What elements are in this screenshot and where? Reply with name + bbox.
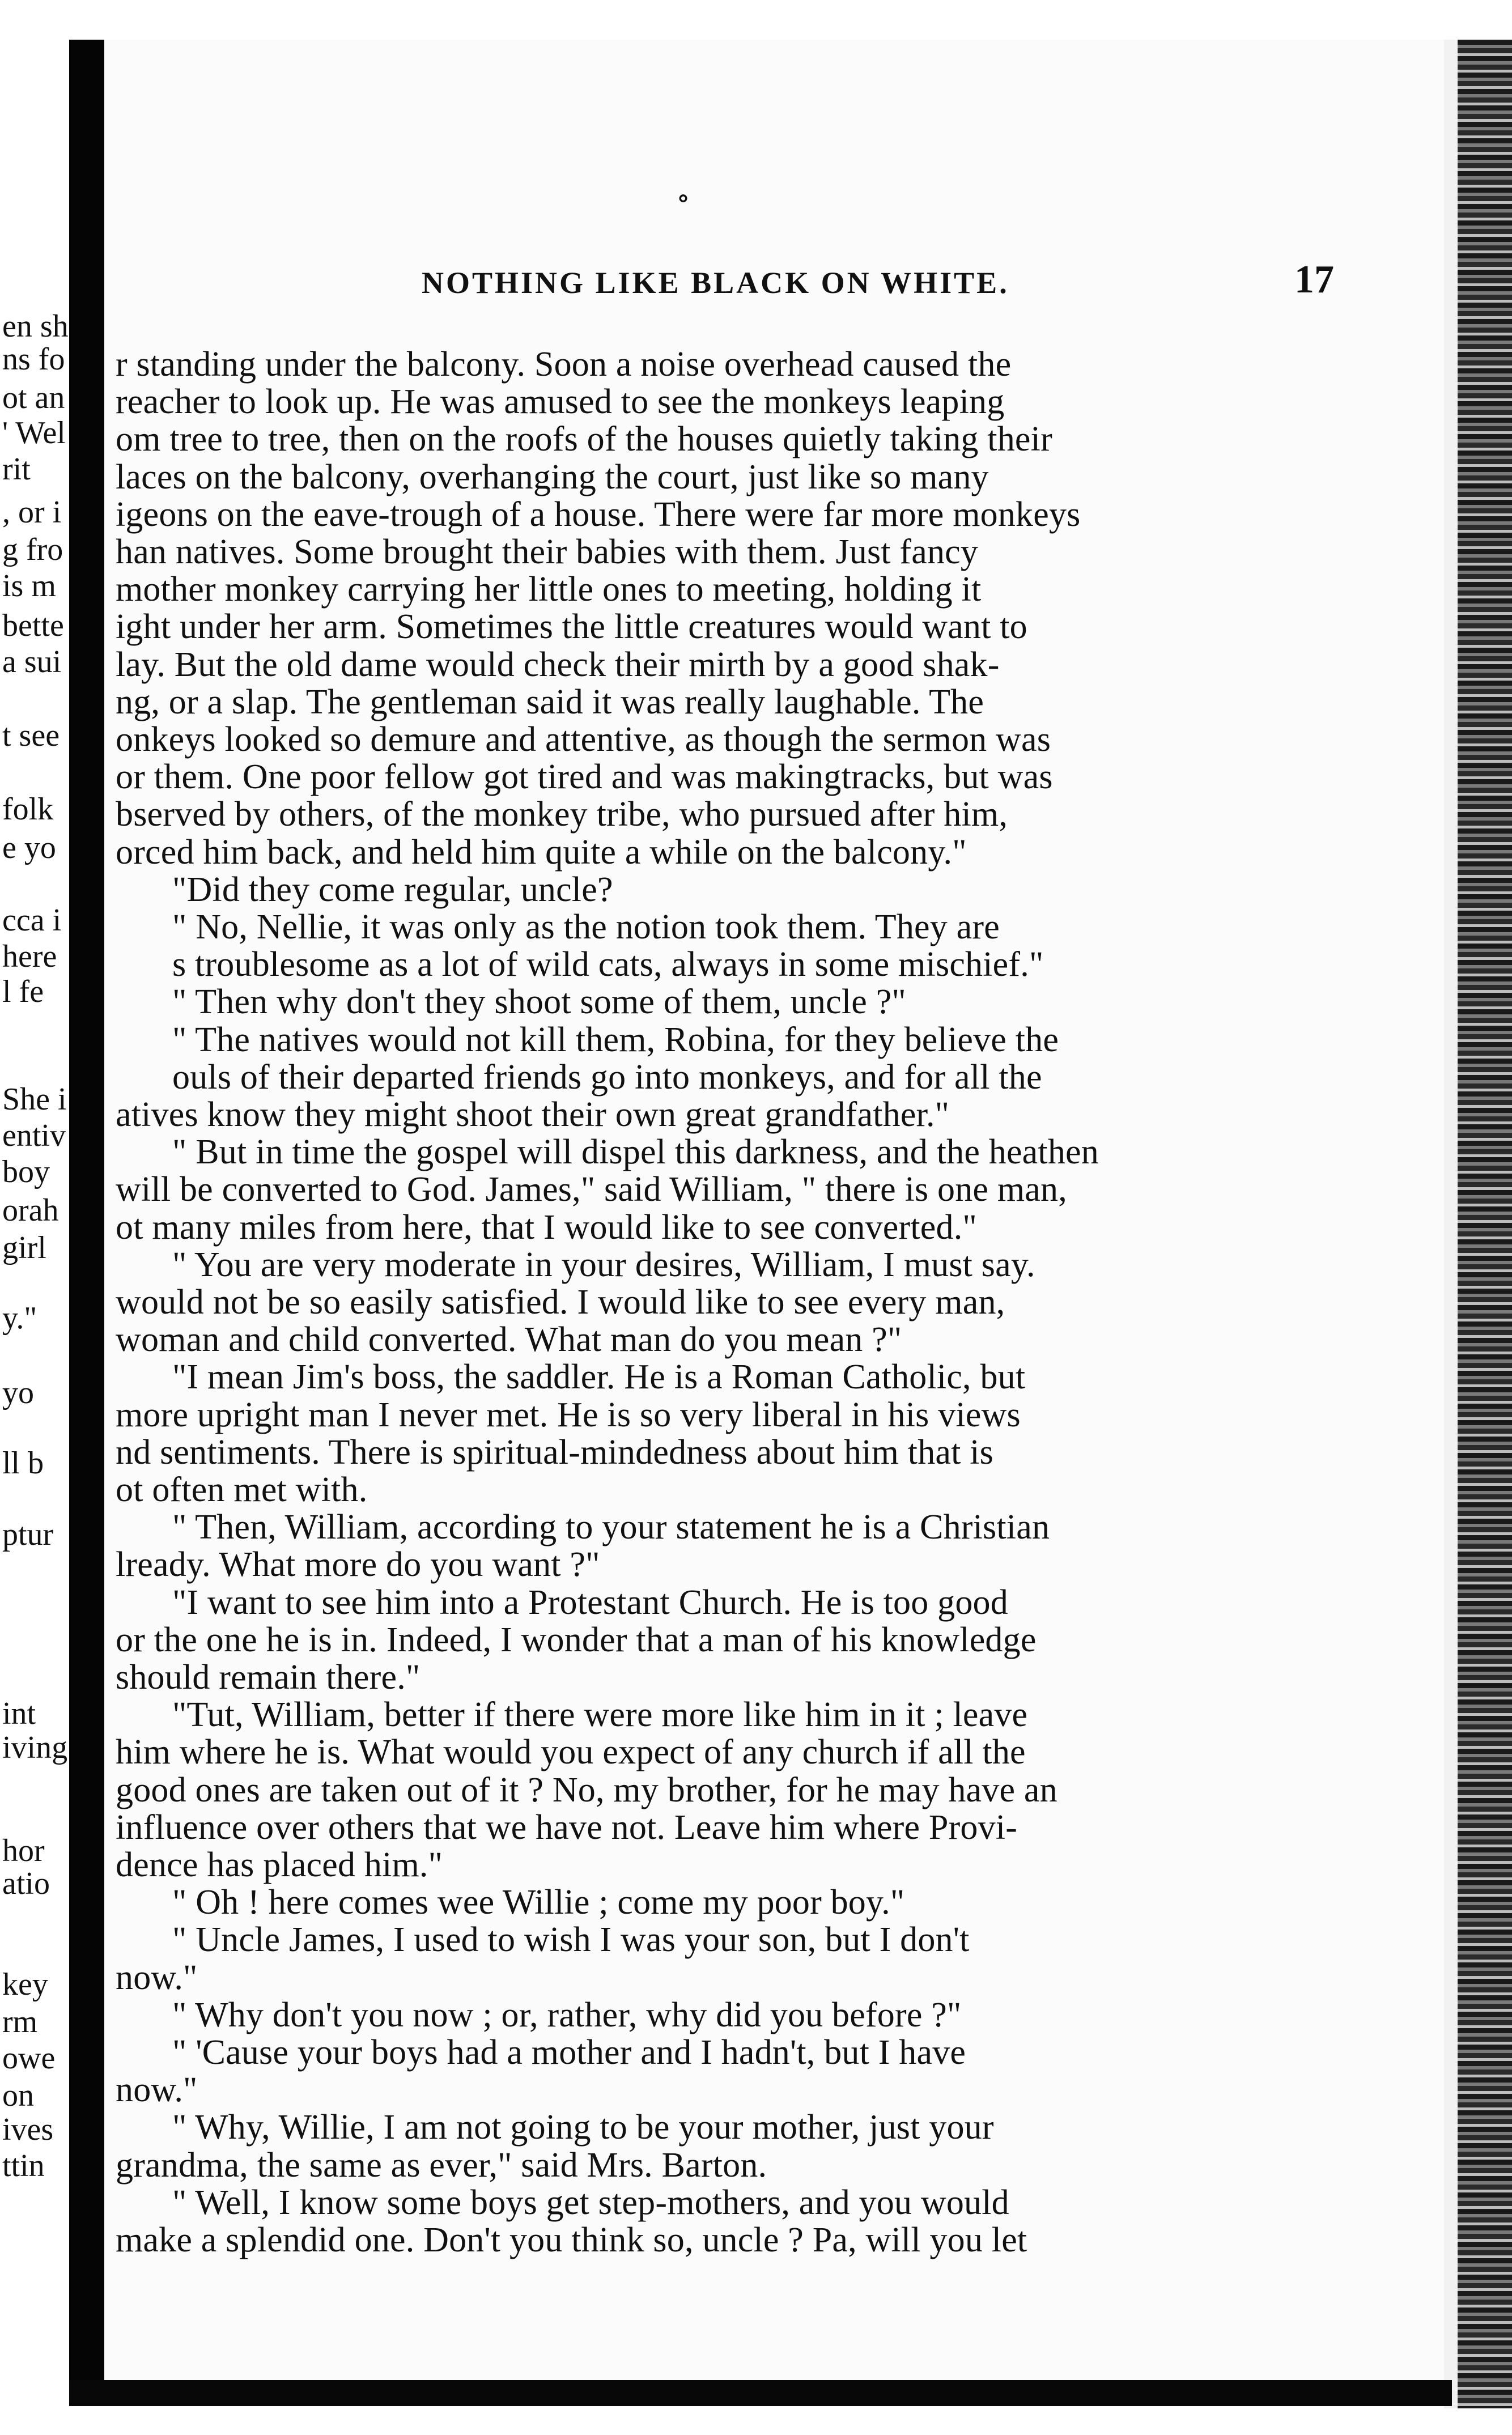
previous-page-line: , or i: [2, 495, 62, 530]
text-line: om tree to tree, then on the roofs of the houses quietly taking their: [116, 420, 1052, 458]
previous-page-fragment: [0, 0, 79, 2435]
previous-page-line: cca i: [2, 903, 62, 938]
text-line: " The natives would not kill them, Robina, for they believe the: [172, 1021, 1059, 1059]
previous-page-line: e yo: [2, 830, 56, 865]
text-line: s troublesome as a lot of wild cats, always in some mischief.": [172, 945, 1044, 984]
text-line: dence has placed him.": [116, 1846, 443, 1884]
previous-page-line: bette: [2, 608, 64, 643]
text-line: influence over others that we have not. Leave him where Provi-: [116, 1808, 1018, 1847]
text-line: now.": [116, 2071, 198, 2109]
previous-page-line: ns fo: [2, 342, 65, 377]
previous-page-line: yo: [2, 1375, 34, 1410]
text-line: han natives. Some brought their babies with them. Just fancy: [116, 533, 979, 571]
text-line: ot often met with.: [116, 1471, 368, 1509]
previous-page-line: atio: [2, 1866, 50, 1901]
text-line: good ones are taken out of it ? No, my brother, for he may have an: [116, 1771, 1057, 1809]
previous-page-line: l fe: [2, 974, 44, 1009]
text-line: " No, Nellie, it was only as the notion took them. They are: [172, 908, 1000, 946]
previous-page-line: int: [2, 1696, 36, 1731]
text-line: reacher to look up. He was amused to see the monkeys leaping: [116, 383, 1005, 421]
text-line: now.": [116, 1958, 198, 1997]
previous-page-line: girl: [2, 1230, 46, 1265]
text-line: " But in time the gospel will dispel this darkness, and the heathen: [172, 1133, 1099, 1171]
text-line: ot many miles from here, that I would like to see converted.": [116, 1208, 977, 1247]
text-line: him where he is. What would you expect of any church if all the: [116, 1733, 1026, 1771]
previous-page-line: t see: [2, 718, 60, 753]
previous-page-line: iving: [2, 1730, 68, 1765]
text-line: " Why, Willie, I am not going to be your mother, just your: [172, 2108, 994, 2147]
running-head-title: NOTHING LIKE BLACK ON WHITE.: [422, 266, 1009, 300]
text-line: r standing under the balcony. Soon a noise overhead caused the: [116, 345, 1012, 384]
text-line: mother monkey carrying her little ones to meeting, holding it: [116, 570, 982, 609]
text-line: onkeys looked so demure and attentive, as though the sermon was: [116, 720, 1051, 759]
previous-page-line: g fro: [2, 532, 63, 567]
text-line: should remain there.": [116, 1658, 421, 1697]
previous-page-line: She i: [2, 1082, 67, 1117]
text-line: " 'Cause your boys had a mother and I hadn't, but I have: [172, 2033, 966, 2072]
previous-page-line: folk: [2, 792, 54, 827]
previous-page-line: ptur: [2, 1517, 54, 1552]
book-page: [104, 40, 1444, 2380]
text-line: " Why don't you now ; or, rather, why did you before ?": [172, 1996, 962, 2034]
text-line: laces on the balcony, overhanging the court, just like so many: [116, 458, 989, 496]
previous-page-line: key: [2, 1967, 48, 2002]
page-edge-inner: [1444, 40, 1458, 2408]
text-line: atives know they might shoot their own great grandfather.": [116, 1095, 950, 1134]
previous-page-line: entiv: [2, 1118, 66, 1153]
ink-mark-icon: ∘: [669, 181, 699, 215]
text-line: woman and child converted. What man do you mean ?": [116, 1320, 902, 1359]
text-line: more upright man I never met. He is so very liberal in his views: [116, 1396, 1021, 1434]
text-line: ouls of their departed friends go into monkeys, and for all the: [172, 1058, 1042, 1097]
text-line: "I want to see him into a Protestant Church. He is too good: [172, 1583, 1008, 1622]
previous-page-line: rm: [2, 2004, 38, 2039]
text-line: or them. One poor fellow got tired and was makingtracks, but was: [116, 758, 1053, 796]
previous-page-line: boy: [2, 1154, 50, 1189]
text-line: " You are very moderate in your desires, William, I must say.: [172, 1246, 1035, 1284]
text-line: " Oh ! here comes wee Willie ; come my poor boy.": [172, 1883, 905, 1922]
previous-page-line: orah: [2, 1193, 59, 1228]
text-line: will be converted to God. James," said William, " there is one man,: [116, 1170, 1067, 1209]
book-spine: [69, 40, 104, 2391]
text-line: "I mean Jim's boss, the saddler. He is a Roman Catholic, but: [172, 1358, 1026, 1396]
text-line: " Then, William, according to your statement he is a Christian: [172, 1508, 1050, 1546]
previous-page-line: ot an: [2, 380, 65, 415]
text-line: "Did they come regular, uncle?: [172, 870, 613, 909]
text-line: lay. But the old dame would check their mirth by a good shak-: [116, 645, 1000, 684]
text-line: ight under her arm. Sometimes the little creatures would want to: [116, 607, 1027, 646]
text-line: would not be so easily satisfied. I would like to see every man,: [116, 1283, 1005, 1321]
text-line: ng, or a slap. The gentleman said it was really laughable. The: [116, 683, 984, 721]
previous-page-line: on: [2, 2078, 34, 2113]
previous-page-line: here: [2, 939, 57, 974]
text-line: " Uncle James, I used to wish I was your son, but I don't: [172, 1920, 970, 1959]
previous-page-line: owe: [2, 2041, 56, 2076]
previous-page-line: a sui: [2, 644, 62, 679]
text-line: nd sentiments. There is spiritual-mindedness about him that is: [116, 1433, 993, 1472]
text-line: " Then why don't they shoot some of them, uncle ?": [172, 983, 906, 1021]
text-line: orced him back, and held him quite a while on the balcony.": [116, 833, 967, 872]
text-line: " Well, I know some boys get step-mothers, and you would: [172, 2183, 1009, 2222]
previous-page-line: y.": [2, 1301, 37, 1336]
page-edge-bottom: [69, 2380, 1452, 2406]
text-line: make a splendid one. Don't you think so, uncle ? Pa, will you let: [116, 2221, 1027, 2259]
previous-page-line: en sh: [2, 309, 69, 344]
previous-page-line: ll b: [2, 1446, 44, 1481]
page-number: 17: [1294, 258, 1334, 301]
running-head: [320, 258, 1334, 311]
text-line: igeons on the eave-trough of a house. There were far more monkeys: [116, 495, 1081, 534]
text-line: grandma, the same as ever," said Mrs. Barton.: [116, 2146, 767, 2185]
text-line: bserved by others, of the monkey tribe, who pursued after him,: [116, 795, 1008, 834]
previous-page-line: ' Wel: [2, 415, 66, 451]
previous-page-line: ttin: [2, 2148, 45, 2183]
previous-page-line: rit: [2, 452, 31, 487]
previous-page-line: hor: [2, 1833, 45, 1868]
previous-page-line: is m: [2, 568, 56, 604]
text-line: lready. What more do you want ?": [116, 1545, 600, 1584]
previous-page-line: ives: [2, 2112, 54, 2147]
text-line: or the one he is in. Indeed, I wonder that a man of his knowledge: [116, 1621, 1037, 1659]
text-line: "Tut, William, better if there were more like him in it ; leave: [172, 1695, 1028, 1734]
